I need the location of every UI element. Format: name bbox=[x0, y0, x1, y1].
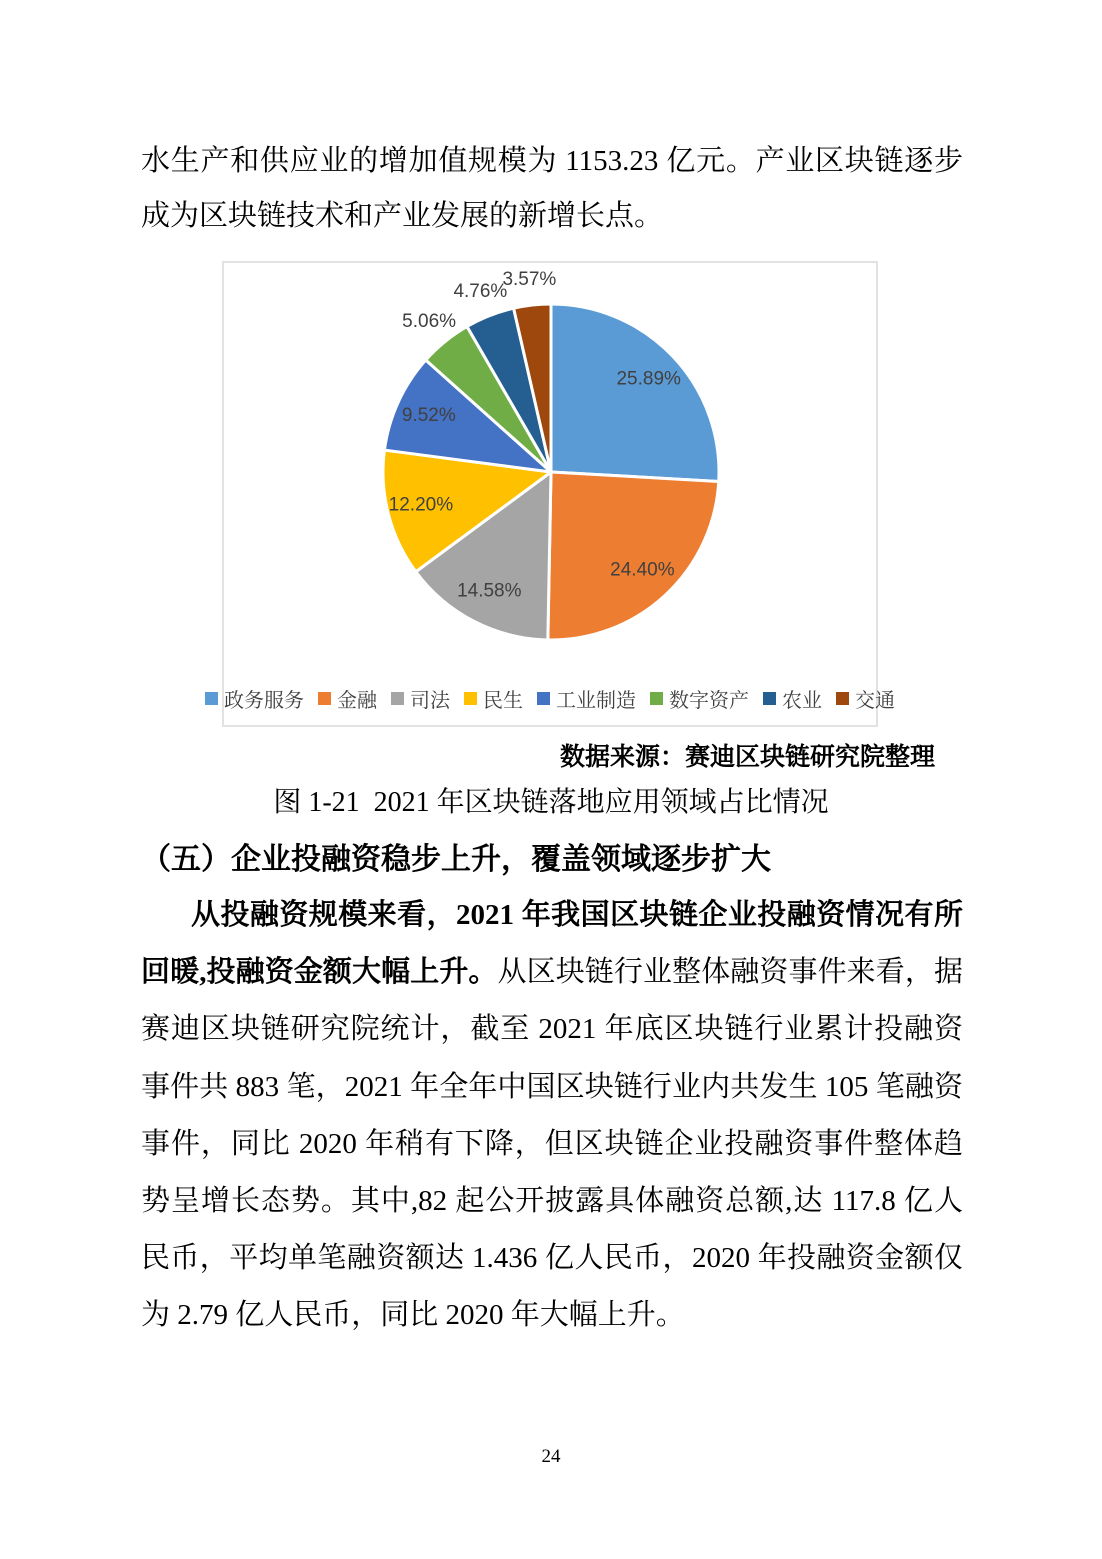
legend-label: 数字资产 bbox=[669, 690, 749, 712]
legend-swatch-icon bbox=[205, 692, 218, 705]
legend-swatch-icon bbox=[318, 692, 331, 705]
legend-label: 民生 bbox=[483, 690, 523, 712]
legend-item bbox=[318, 684, 377, 713]
pie-slice-label: 12.20% bbox=[388, 494, 454, 516]
legend-item bbox=[650, 684, 749, 713]
pie-slice-label: 25.89% bbox=[616, 368, 681, 390]
page-number: 24 bbox=[541, 1446, 561, 1467]
pie-slice-0 bbox=[551, 304, 719, 481]
legend-swatch-icon bbox=[537, 692, 550, 705]
pie-slice-1 bbox=[548, 472, 719, 640]
chart-legend bbox=[224, 684, 895, 713]
data-source-note: 数据来源：赛迪区块链研究院整理 bbox=[559, 744, 935, 771]
pie-slice-label: 14.58% bbox=[457, 580, 522, 602]
legend-label: 金融 bbox=[337, 690, 377, 712]
legend-label: 司法 bbox=[410, 690, 450, 712]
legend-item bbox=[205, 684, 304, 713]
legend-item bbox=[464, 684, 523, 713]
legend-label: 政务服务 bbox=[224, 690, 304, 712]
legend-item bbox=[391, 684, 450, 713]
legend-item bbox=[836, 684, 895, 713]
legend-swatch-icon bbox=[464, 692, 477, 705]
legend-label: 工业制造 bbox=[556, 690, 636, 712]
pie-slice-label: 24.40% bbox=[610, 559, 675, 581]
figure-caption: 图 1-21 2021 年区块链落地应用领域占比情况 bbox=[273, 787, 829, 818]
legend-item bbox=[537, 684, 636, 713]
pie-slice-label: 4.76% bbox=[453, 281, 508, 303]
legend-swatch-icon bbox=[763, 692, 776, 705]
section-heading: （五）企业投融资稳步上升，覆盖领域逐步扩大 bbox=[141, 843, 771, 876]
body-paragraph-1: 水生产和供应业的增加值规模为 1153.23 亿元。产业区块链逐步成为区块链技术和产业发展的新增长点。 bbox=[141, 145, 963, 232]
paragraph-rest: 从区块链行业整体融资事件来看，据赛迪区块链研究院统计，截至 2021 年底区块链行业累计投融资事件共 883 笔，2021 年全年中国区块链行业内共发生 105 笔融资事件，同比 2020 年稍有下降，但区块链企业投融资事件整体趋势呈增长态势。其中,82 起公开披露具体融资总额,达 117.8 亿人民币，平均单笔融资额达 1.436 亿人民币，2020 年投融资金额仅为 2.79 亿人民币，同比 2020 年大幅上升。 bbox=[141, 956, 963, 1332]
legend-label: 农业 bbox=[782, 690, 822, 712]
legend-swatch-icon bbox=[836, 692, 849, 705]
pie-chart bbox=[224, 263, 876, 725]
pie-slice-label: 5.06% bbox=[402, 311, 457, 333]
legend-swatch-icon bbox=[391, 692, 404, 705]
legend-swatch-icon bbox=[650, 692, 663, 705]
pie-chart-panel bbox=[222, 261, 895, 727]
legend-label: 交通 bbox=[855, 690, 895, 712]
paragraph-bold-lead: 从投融资规模来看，2021 年我国区块链企业投融资情况有所回暖,投融资金额大幅上升。 bbox=[141, 899, 963, 989]
body-paragraph-2 bbox=[141, 887, 963, 1345]
pie-slice-label: 3.57% bbox=[502, 269, 557, 291]
legend-item bbox=[763, 684, 822, 713]
pie-slice-label: 9.52% bbox=[401, 405, 456, 427]
